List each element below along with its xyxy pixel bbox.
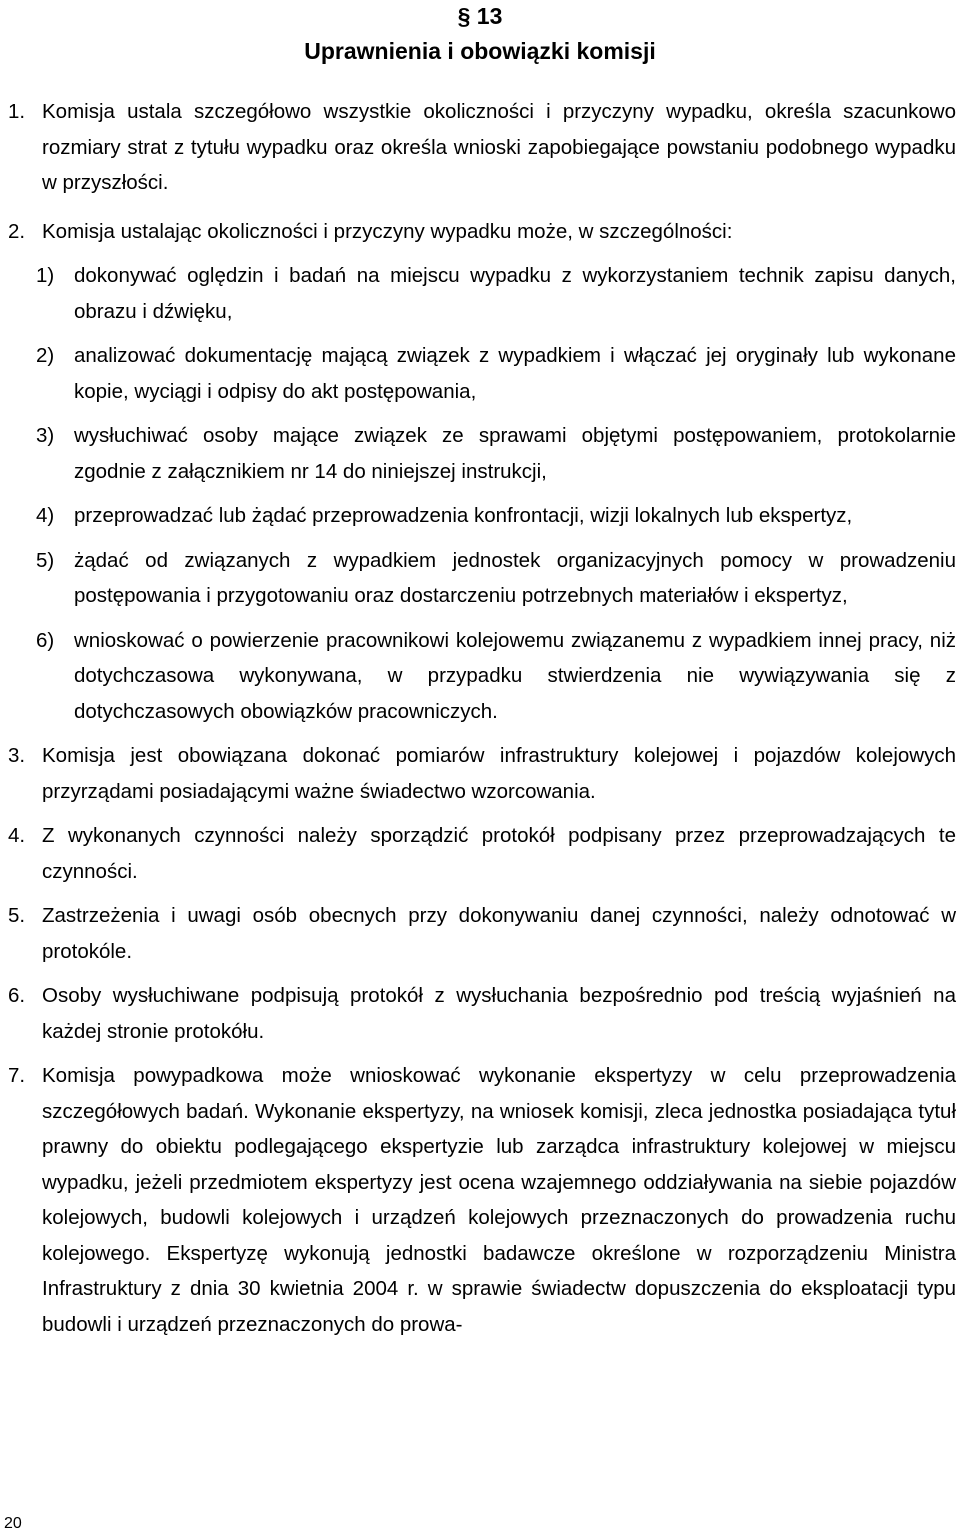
list-item-3 [8, 418, 956, 489]
list-item-text: przeprowadzać lub żądać przeprowadzenia konfrontacji, wizji lokalnych lub ekspertyz, [74, 504, 853, 527]
list-item-text: dokonywać oględzin i badań na miejscu wypadku z wykorzystaniem technik zapisu danych, obrazu i dźwięku, [74, 264, 956, 323]
list-item-5 [8, 543, 956, 614]
list-item-text: wnioskować o powierzenie pracownikowi kolejowemu związanemu z wypadkiem innej pracy, niż dotychczasowa wykonywana, w przypadku stwierdzenia nie wywiązywania się z dotychczasowych obowiązków pracowniczych. [74, 628, 956, 723]
paragraph-number: 5. [8, 904, 26, 927]
page-number: 20 [4, 1515, 22, 1532]
paragraph-7 [8, 1058, 956, 1342]
list-item-text: analizować dokumentację mającą związek z wypadkiem i włączać jej oryginały lub wykonane kopie, wyciągi i odpisy do akt postępowania, [74, 344, 956, 403]
paragraph-number: 7. [8, 1064, 26, 1087]
list-item-1 [8, 258, 956, 329]
paragraph-text: Komisja powypadkowa może wnioskować wykonanie ekspertyzy w celu przeprowadzenia szczegółowych badań. Wykonanie ekspertyzy, na wniosek komisji, zleca jednostka posiadająca tytuł prawny do obiektu podlegającego ekspertyzie lub zarządca infrastruktury kolejowej w miejscu wypadku, jeżeli przedmiotem ekspertyzy jest ocena wzajemnego oddziaływania na siebie pojazdów kolejowych, budowli kolejowych i urządzeń kolejowych przeznaczonych do prowadzenia ruchu kolejowego. Ekspertyzę wykonują jednostki badawcze określone w rozporządzeniu Ministra Infrastruktury z dnia 30 kwietnia 2004 r. w sprawie świadectw dopuszczenia do eksploatacji typu budowli i urządzeń przeznaczonych do prowa- [42, 1064, 956, 1336]
list-item-number: 4) [36, 504, 55, 527]
paragraph-text: Komisja ustala szczegółowo wszystkie okoliczności i przyczyny wypadku, określa szacunkowo rozmiary strat z tytułu wypadku oraz określa wnioski zapobiegające powstaniu podobnego wypadku w przyszłości. [42, 100, 956, 194]
list-item-4 [8, 498, 956, 534]
paragraph-text: Komisja ustalając okoliczności i przyczyny wypadku może, w szczególności: [42, 219, 733, 243]
paragraph-text: Zastrzeżenia i uwagi osób obecnych przy dokonywaniu danej czynności, należy odnotować w protokóle. [42, 904, 956, 963]
paragraph-number: 4. [8, 824, 26, 847]
paragraph-6 [8, 978, 956, 1049]
section-number: § 13 [457, 3, 503, 29]
section-title: Uprawnienia i obowiązki komisji [304, 38, 656, 64]
list-item-text: wysłuchiwać osoby mające związek ze sprawami objętymi postępowaniem, protokolarnie zgodnie z załącznikiem nr 14 do niniejszej instrukcji, [74, 424, 956, 483]
paragraph-text: Z wykonanych czynności należy sporządzić protokół podpisany przez przeprowadzających te czynności. [42, 824, 956, 883]
paragraph-1 [8, 94, 956, 201]
paragraph-number: 3. [8, 744, 26, 767]
paragraph-text: Komisja jest obowiązana dokonać pomiarów infrastruktury kolejowej i pojazdów kolejowych przyrządami posiadającymi ważne świadectwo wzorcowania. [42, 744, 956, 803]
list-item-number: 1) [36, 264, 55, 287]
paragraph-4 [8, 818, 956, 889]
paragraph-number: 6. [8, 984, 26, 1007]
list-item-text: żądać od związanych z wypadkiem jednostek organizacyjnych pomocy w prowadzeniu postępowania i przygotowaniu oraz dostarczeniu potrzebnych materiałów i ekspertyz, [74, 548, 956, 607]
list-item-number: 3) [36, 424, 55, 447]
section-body [8, 94, 956, 1342]
paragraph-text: Osoby wysłuchiwane podpisują protokół z wysłuchania bezpośrednio pod treścią wyjaśnień na każdej stronie protokółu. [42, 984, 956, 1043]
paragraph-number: 1. [8, 100, 26, 123]
paragraph-number: 2. [8, 219, 26, 243]
list-item-6 [8, 623, 956, 730]
list-item-2 [8, 338, 956, 409]
list-item-number: 6) [36, 628, 55, 652]
list-item-number: 2) [36, 344, 55, 367]
paragraph-5 [8, 898, 956, 969]
paragraph-2 [8, 214, 956, 250]
paragraph-3 [8, 738, 956, 809]
list-item-number: 5) [36, 548, 55, 572]
